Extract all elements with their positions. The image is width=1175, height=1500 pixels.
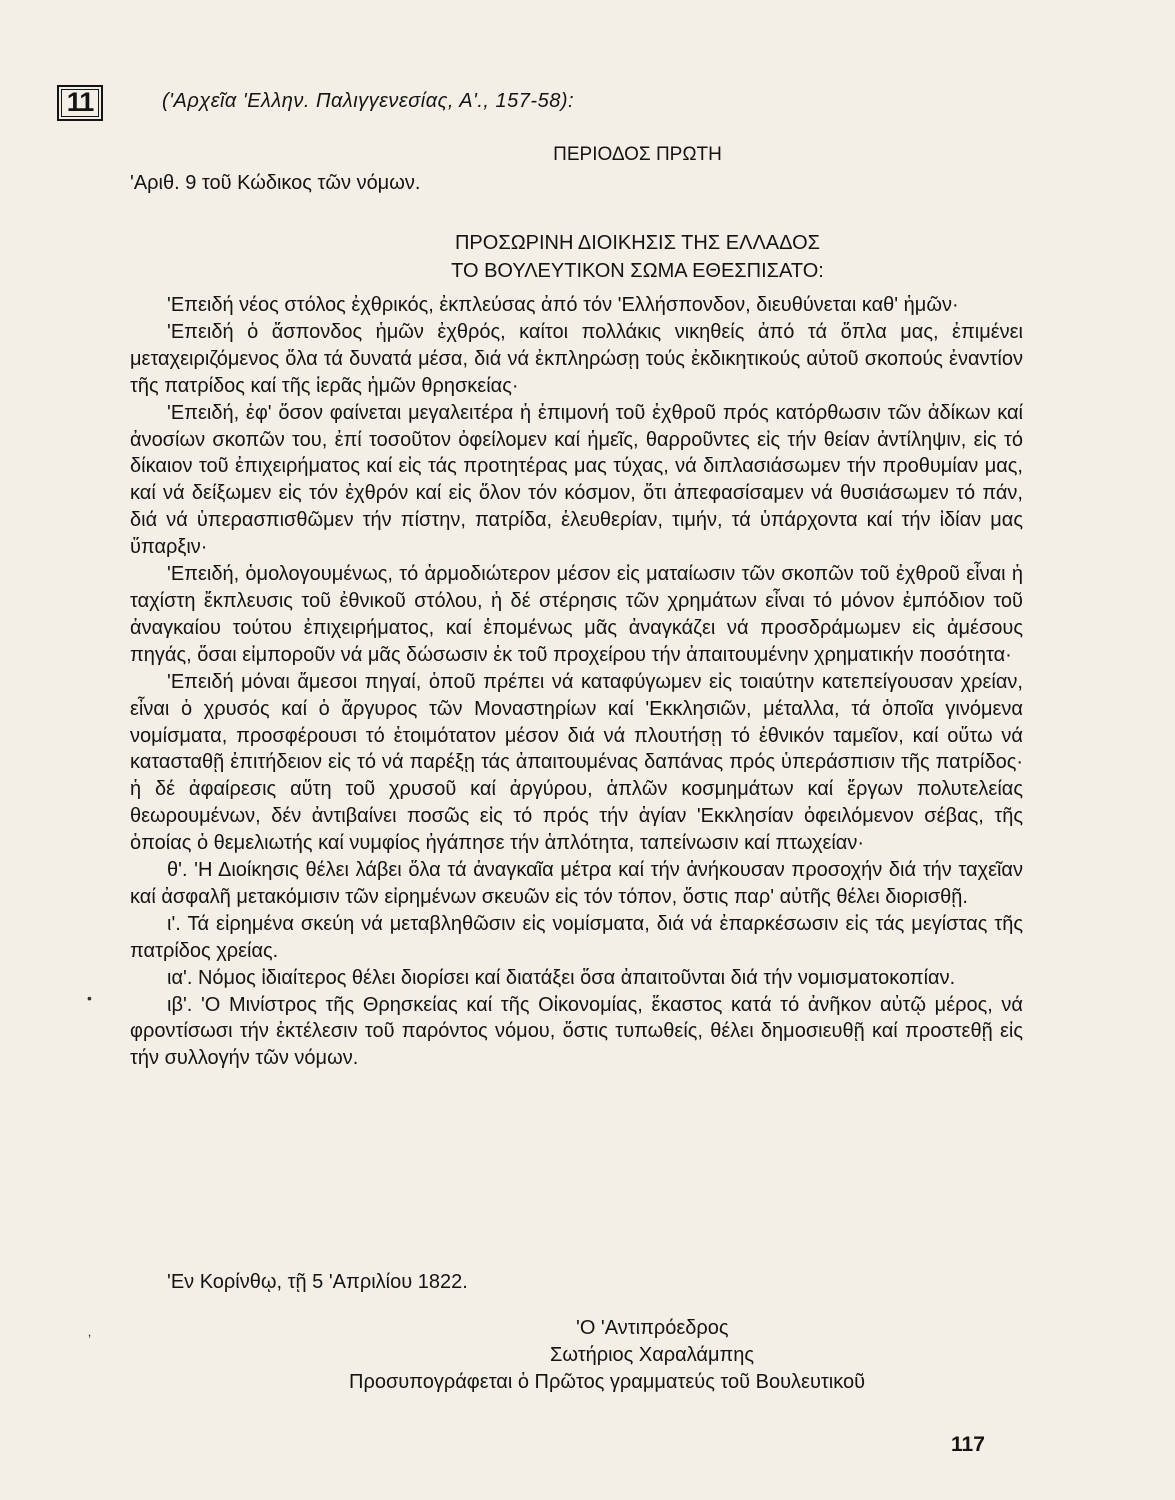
citation: ('Αρχεῖα 'Ελλην. Παλιγγενεσίας, Α'., 157-58): [162,90,575,112]
paragraph: 'Επειδή ὁ ἄσπονδος ἡμῶν ἐχθρός, καίτοι πολλάκις νικηθείς ἀπό τά ὅπλα μας, ἐπιμένει μεταχειριζόμενος ὅλα τά δυνατά μέσα, διά νά ἐκπληρώσῃ τούς ἐκδικητικούς αὐτοῦ σκοπούς ἐναντίον τῆς πατρίδος καί τῆς ἱερᾶς ἡμῶν θρησκείας· [130,320,1023,397]
title-line-1: ΠΡΟΣΩΡΙΝΗ ΔΙΟΙΚΗΣΙΣ ΤΗΣ ΕΛΛΑΔΟΣ [454,232,821,254]
paragraph: ι'. Τά εἰρημένα σκεύη νά μεταβληθῶσιν εἰς νομίσματα, διά νά ἐπαρκέσωσιν εἰς τάς μεγίστας τῆς πατρίδος χρείας. [130,912,1023,962]
paragraph: ιβ'. 'Ο Μινίστρος τῆς Θρησκείας καί τῆς Οἰκονομίας, ἕκαστος κατά τό ἀνῆκον αὐτῷ μέρος, νά φροντίσωσι τήν ἐκτέλεσιν τοῦ παρόντος νόμου, ὅστις τυπωθείς, θέλει δημοσιευθῇ καί προστεθῇ εἰς τήν συλλογήν τῶν νόμων. [130,993,1023,1070]
paragraph: θ'. 'Η Διοίκησις θέλει λάβει ὅλα τά ἀναγκαῖα μέτρα καί τήν ἀνήκουσαν προσοχήν διά τήν ταχεῖαν καί ἀσφαλῆ μετακόμισιν τῶν εἰρημένων σκευῶν εἰς τόν τόπον, ὅστις παρ' αὐτῆς θέλει διορισθῇ. [130,859,1023,908]
margin-mark: ʼ [88,1332,92,1348]
countersignature: Προσυπογράφεται ὁ Πρῶτος γραμματεύς τοῦ Βουλευτικοῦ [349,1371,866,1393]
page-number: 117 [951,1433,985,1456]
paragraph: 'Επειδή, ἐφ' ὅσον φαίνεται μεγαλειτέρα ἡ ἐπιμονή τοῦ ἐχθροῦ πρός κατόρθωσιν τῶν ἀδίκων καί ἀνοσίων σκοπῶν του, ἐπί τοσοῦτον ὀφείλομεν καί ἡμεῖς, θαρροῦντες εἰς τήν θείαν ἀντίληψιν, εἰς τό δίκαιον τοῦ ἐπιχειρήματος καί εἰς τάς προτητέρας μας τύχας, νά διπλασιάσωμεν τήν προθυμίαν μας, καί νά δείξωμεν εἰς τόν ἐχθρόν καί εἰς ὅλον τόν κόσμον, ὅτι ἀπεφασίσαμεν νά θυσιάσωμεν τό πάν, διά νά ὑπερασπισθῶμεν τήν πίστην, πατρίδα, ἐλευθερίαν, τιμήν, τά ὑπάρχοντα καί τήν ἰδίαν μας ὕπαρξιν· [130,401,1023,559]
government-title [0,229,1175,285]
title-line-2: ΤΟ ΒΟΥΛΕΥΤΙΚΟΝ ΣΩΜΑ ΕΘΕΣΠΙΣΑΤΟ: [451,260,824,282]
signature-name: Σωτήριος Χαραλάμπης [550,1344,755,1366]
dateline: 'Εν Κορίνθῳ, τῇ 5 'Απριλίου 1822. [167,1271,468,1293]
period-heading: ΠΕΡΙΟΔΟΣ ΠΡΩΤΗ [553,144,722,165]
document-number-box: 11 [57,85,103,121]
margin-mark: • [87,990,92,1006]
law-body [130,292,1023,1072]
signature-title: 'Ο 'Αντιπρόεδρος [576,1317,729,1339]
paragraph: 'Επειδή, ὁμολογουμένως, τό ἁρμοδιώτερον μέσον εἰς ματαίωσιν τῶν σκοπῶν τοῦ ἐχθροῦ εἶναι ἡ ταχίστη ἔκπλευσις τοῦ ἐθνικοῦ στόλου, ἡ δέ στέρησις τῶν χρημάτων εἶναι τό μόνον ἐμπόδιον τοῦ ἀναγκαίου τούτου ἐπιχειρήματος, καί ἑπομένως μᾶς ἀναγκάζει νά προσδράμωμεν εἰς ἀμέσους πηγάς, ὅσαι εἰμποροῦν νά μᾶς δώσωσιν ἐκ τοῦ προχείρου τήν ἀπαιτουμένην χρηματικήν ποσότητα· [130,563,1023,666]
paragraph: ια'. Νόμος ἰδιαίτερος θέλει διορίσει καί διατάξει ὅσα ἀπαιτοῦνται διά τήν νομισματοκοπίαν. [167,966,956,989]
law-number: 'Αριθ. 9 τοῦ Κώδικος τῶν νόμων. [130,172,421,194]
paragraph: 'Επειδή μόναι ἄμεσοι πηγαί, ὁποῦ πρέπει νά καταφύγωμεν εἰς τοιαύτην κατεπείγουσαν χρείαν, εἶναι ὁ χρυσός καί ὁ ἄργυρος τῶν Μοναστηρίων καί 'Εκκλησιῶν, μέταλλα, τά ὁποῖα γινόμενα νομίσματα, προσφέρουσι τό ἑτοιμότατον μέσον διά νά πλουτήσῃ τό ἐθνικόν ταμεῖον, καί οὕτω νά κατασταθῇ ἐπιτήδειον εἰς τό νά παρέξῃ τάς ἀπαιτουμένας δαπάνας πρός ὑπεράσπισιν τῆς πατρίδος· ἡ δέ ἀφαίρεσις αὕτη τοῦ χρυσοῦ καί ἀργύρου, ἁπλῶν κοσμημάτων καί ἔργων πολυτελείας θεωρουμένων, δέν ἀντιβαίνει ποσῶς εἰς τό πρός τήν ἁγίαν 'Εκκλησίαν ὀφειλόμενον σέβας, τῆς ὁποίας ὁ θεμελιωτής καί νυμφίος ἠγάπησε τήν ἁπλότητα, ταπείνωσιν καί πτωχείαν· [130,670,1023,855]
paragraph: 'Επειδή νέος στόλος ἐχθρικός, ἐκπλεύσας ἀπό τόν 'Ελλήσπονδον, διευθύνεται καθ' ἡμῶν· [167,294,959,316]
